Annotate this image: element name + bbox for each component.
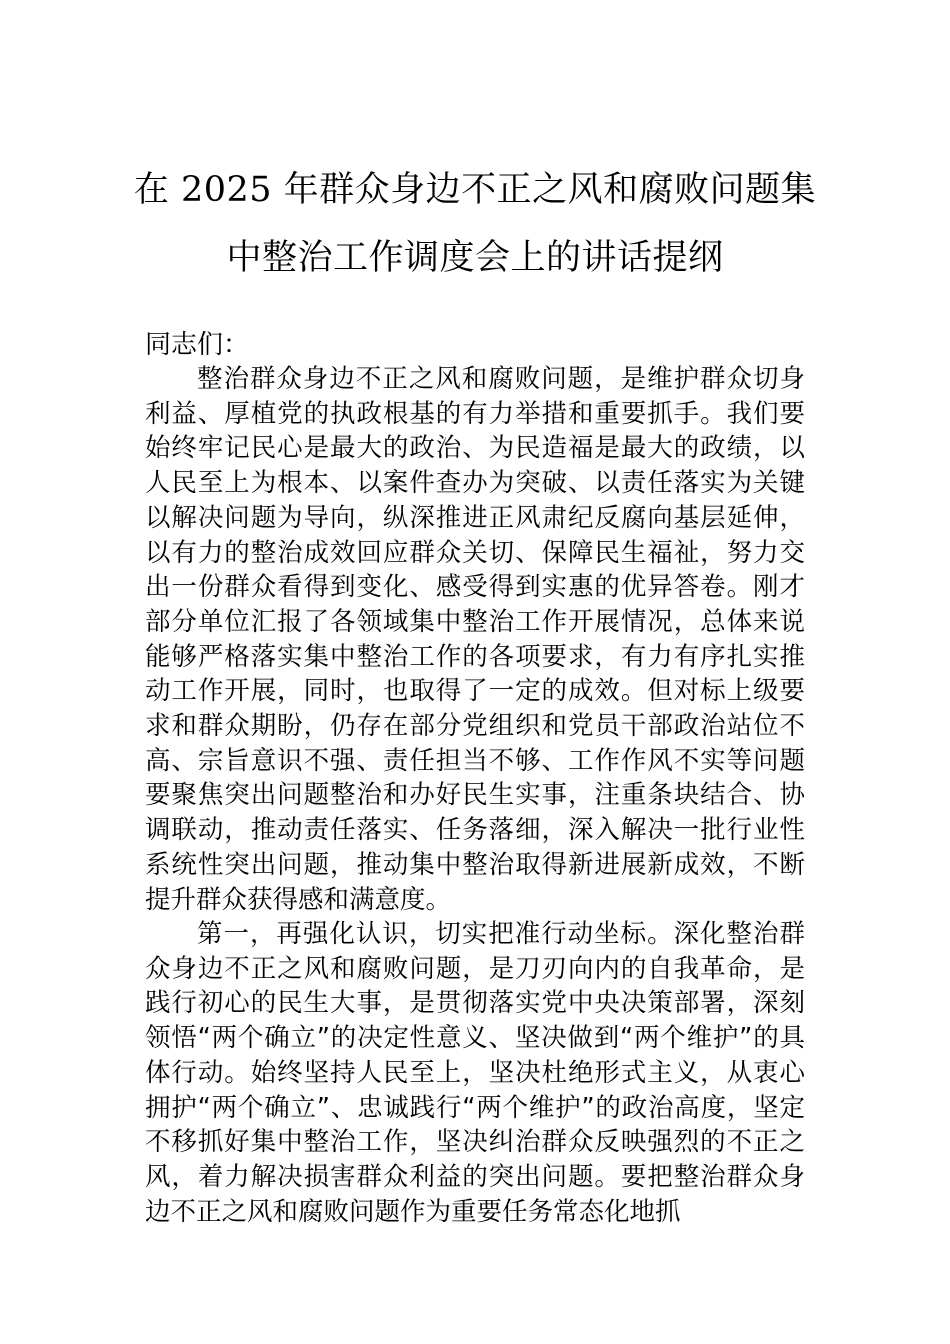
body-paragraph-2: 第一，再强化认识，切实把准行动坐标。深化整治群众身边不正之风和腐败问题，是刀刃向内的自我革命，是践行初心的民生大事，是贯彻落实党中央决策部署，深刻领悟“两个确立”的决定性意义、坚决做到“两个维护”的具体行动。始终坚持人民至上，坚决杜绝形式主义，从衷心拥护“两个确立”、忠诚践行“两个维护”的政治高度，坚定不移抓好集中整治工作，坚决纠治群众反映强烈的不正之风，着力解决损害群众利益的突出问题。要把整治群众身边不正之风和腐败问题作为重要任务常态化地抓 [145, 919, 805, 1227]
salutation: 同志们： [145, 330, 250, 360]
document-title-line-1: 在 2025 年群众身边不正之风和腐败问题集 [133, 170, 817, 210]
body-paragraph-1: 整治群众身边不正之风和腐败问题，是维护群众切身利益、厚植党的执政根基的有力举措和重要抓手。我们要始终牢记民心是最大的政治、为民造福是最大的政绩，以人民至上为根本、以案件查办为突破、以责任落实为关键以解决问题为导向，纵深推进正风肃纪反腐向基层延伸，以有力的整治成效回应群众关切、保障民生福祉，努力交出一份群众看得到变化、感受得到实惠的优异答卷。刚才部分单位汇报了各领域集中整治工作开展情况，总体来说能够严格落实集中整治工作的各项要求，有力有序扎实推动工作开展，同时，也取得了一定的成效。但对标上级要求和群众期盼，仍存在部分党组织和党员干部政治站位不高、宗旨意识不强、责任担当不够、工作作风不实等问题要聚焦突出问题整治和办好民生实事，注重条块结合、协调联动，推动责任落实、任务落细，深入解决一批行业性系统性突出问题，推动集中整治取得新进展新成效，不断提升群众获得感和满意度。 [145, 364, 805, 915]
document-title-line-2: 中整治工作调度会上的讲话提纲 [226, 238, 724, 278]
